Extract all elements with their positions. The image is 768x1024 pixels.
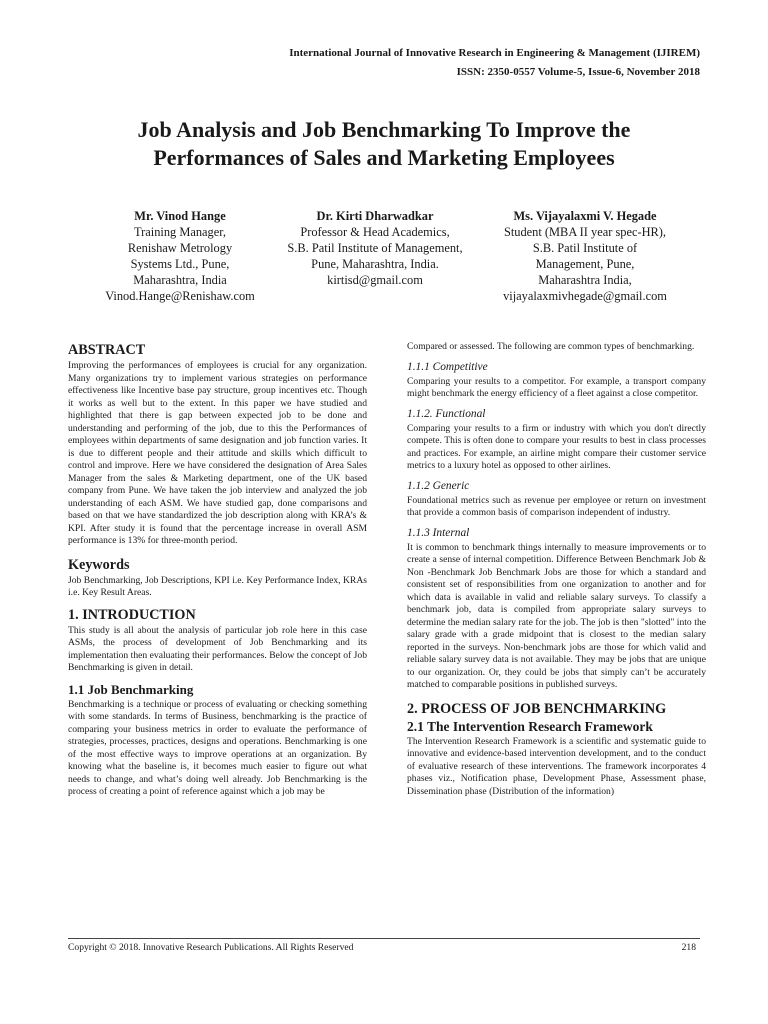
author-affiliation-line: Maharashtra India, <box>538 273 632 287</box>
author-affiliation-line: Student (MBA II year spec-HR), <box>503 225 667 239</box>
page-number: 218 <box>681 942 696 953</box>
journal-issn: ISSN: 2350-0557 Volume-5, Issue-6, November 2018 <box>456 66 700 78</box>
keywords-heading: Keywords <box>68 556 130 573</box>
job-benchmarking-text: Benchmarking is a technique or process of evaluating or checking something with some standards. In terms of Business, benchmarking is the practice of comparing your business metrics in order to evaluate the performance of strategies, processes, practices, designs and operations. Benchmarking is one of the most effective ways to improve operations at an organization. By knowing what the baseline is, it becomes much easier to figure out what needs to change, and what’s doing well already. Job Benchmarking is the process of creating a point of reference against which a job may be <box>68 698 367 797</box>
journal-header <box>289 44 700 82</box>
process-heading: 2. PROCESS OF JOB BENCHMARKING <box>407 700 667 717</box>
author-email: vijayalaxmivhegade@gmail.com <box>503 289 667 303</box>
author-affiliation-line: Pune, Maharashtra, India. <box>311 257 439 271</box>
left-column <box>68 341 367 799</box>
introduction-text: This study is all about the analysis of particular job role here in this case ASMs, the process of development of Job Benchmarking and its implementation then evaluating their performances. Below the concept of Job Benchmarking is given in detail. <box>68 624 367 673</box>
framework-text: The Intervention Research Framework is a scientific and systematic guide to innovative and evidence-based intervention development, and to the conduct of evaluative research of these interventions. The framework incorporates 4 phases viz., Notification phase, Development Phase, Assessment phase, Dissemination phase (Distribution of the information) <box>407 735 706 797</box>
abstract-heading: ABSTRACT <box>68 342 146 358</box>
internal-text: It is common to benchmark things internally to measure improvements or to create a sense of internal competition. Difference Between Benchmark Job & Non -Benchmark Job Benchmark Jobs are those for which a standard and consistent set of responsibilities from one organization to another and for which data is available in valid and reliable salary surveys. To classify a benchmark job, data is compiled from appropriate salary surveys to determine the median salary rate for the job. The job is then "slotted" into the salary grade with a grade midpoint that is closest to the median salary reported in the surveys. Non-benchmark jobs are those for which valid and reliable salary survey data is not available. They may be jobs that are unique to our organization. Or, they could be jobs that simply can’t be accurately matched to comparable positions in published surveys. <box>407 541 706 690</box>
footer-divider <box>68 938 700 939</box>
author-name: Mr. Vinod Hange <box>134 209 226 223</box>
author-email: Vinod.Hange@Renishaw.com <box>105 289 255 303</box>
author-affiliation-line: Professor & Head Academics, <box>300 225 450 239</box>
paper-title-line-1: Job Analysis and Job Benchmarking To Improve the <box>137 117 631 142</box>
job-benchmarking-heading: 1.1 Job Benchmarking <box>68 681 194 697</box>
right-column <box>407 341 706 798</box>
internal-heading: 1.1.3 Internal <box>407 526 470 539</box>
framework-heading: 2.1 The Intervention Research Framework <box>407 718 653 734</box>
author-affiliation-line: S.B. Patil Institute of <box>532 241 638 255</box>
author-affiliation-line: Systems Ltd., Pune, <box>130 257 230 271</box>
competitive-heading: 1.1.1 Competitive <box>407 360 488 373</box>
author-name: Ms. Vijayalaxmi V. Hegade <box>513 209 657 223</box>
continued-text: Compared or assessed. The following are common types of benchmarking. <box>407 341 695 352</box>
abstract-text: Improving the performances of employees is crucial for any organization. Many organizations try to implement various strategies on performance effectiveness like Incentive base pay structure, group incentives etc. Though it works as well but to the extent. In this paper we have studied and highlighted that there is gap between expected job to be done and understanding and performing of the job, due to this the Performances of employees within departments of same designation and job function varies. It is due to different people and their attitude and skills which difficult to control and improve. Here we have considered the designation of Area Sales Manager from the sales & Marketing department, one of the UK based company from Pune. We have taken the job interview and analyzed the job understanding of each ASM. We have studied gap, done comparisons and based on that we have standardized the job description along with KRA’s & KPI. After study it is found that the percentage increase in overall ASM performance is 13% for three-month period. <box>68 360 367 546</box>
competitive-text: Comparing your results to a competitor. For example, a transport company might benchmark the energy efficiency of a fleet against a close competitor. <box>407 375 706 399</box>
author-name: Dr. Kirti Dharwadkar <box>316 209 434 223</box>
author-affiliation-line: Management, Pune, <box>535 257 635 271</box>
author-block-3 <box>486 208 684 304</box>
generic-heading: 1.1.2 Generic <box>407 479 470 492</box>
author-affiliation-line: S.B. Patil Institute of Management, <box>287 241 463 255</box>
author-block-2 <box>276 208 474 288</box>
paper-title-line-2: Performances of Sales and Marketing Employees <box>153 145 615 170</box>
author-affiliation-line: Maharashtra, India <box>133 273 227 287</box>
introduction-heading: 1. INTRODUCTION <box>68 606 196 623</box>
copyright-notice: Copyright © 2018. Innovative Research Publications. All Rights Reserved <box>68 942 354 953</box>
author-affiliation-line: Training Manager, <box>134 225 226 239</box>
functional-text: Comparing your results to a firm or industry with which you don't directly compete. This is often done to compare your results to best in class processes and practices. For example, an airline might compare their customer service metrics to a luxury hotel as opposed to other airlines. <box>407 422 706 471</box>
generic-text: Foundational metrics such as revenue per employee or return on investment that provide a common basis of comparison independent of industry. <box>407 494 706 518</box>
keywords-text: Job Benchmarking, Job Descriptions, KPI i.e. Key Performance Index, KRAs i.e. Key Result Areas. <box>68 574 367 598</box>
journal-name: International Journal of Innovative Research in Engineering & Management (IJIREM) <box>289 47 700 59</box>
author-block-1 <box>82 208 278 304</box>
functional-heading: 1.1.2. Functional <box>407 407 486 420</box>
author-email: kirtisd@gmail.com <box>327 273 423 287</box>
author-affiliation-line: Renishaw Metrology <box>127 241 233 255</box>
paper-title <box>40 116 728 172</box>
